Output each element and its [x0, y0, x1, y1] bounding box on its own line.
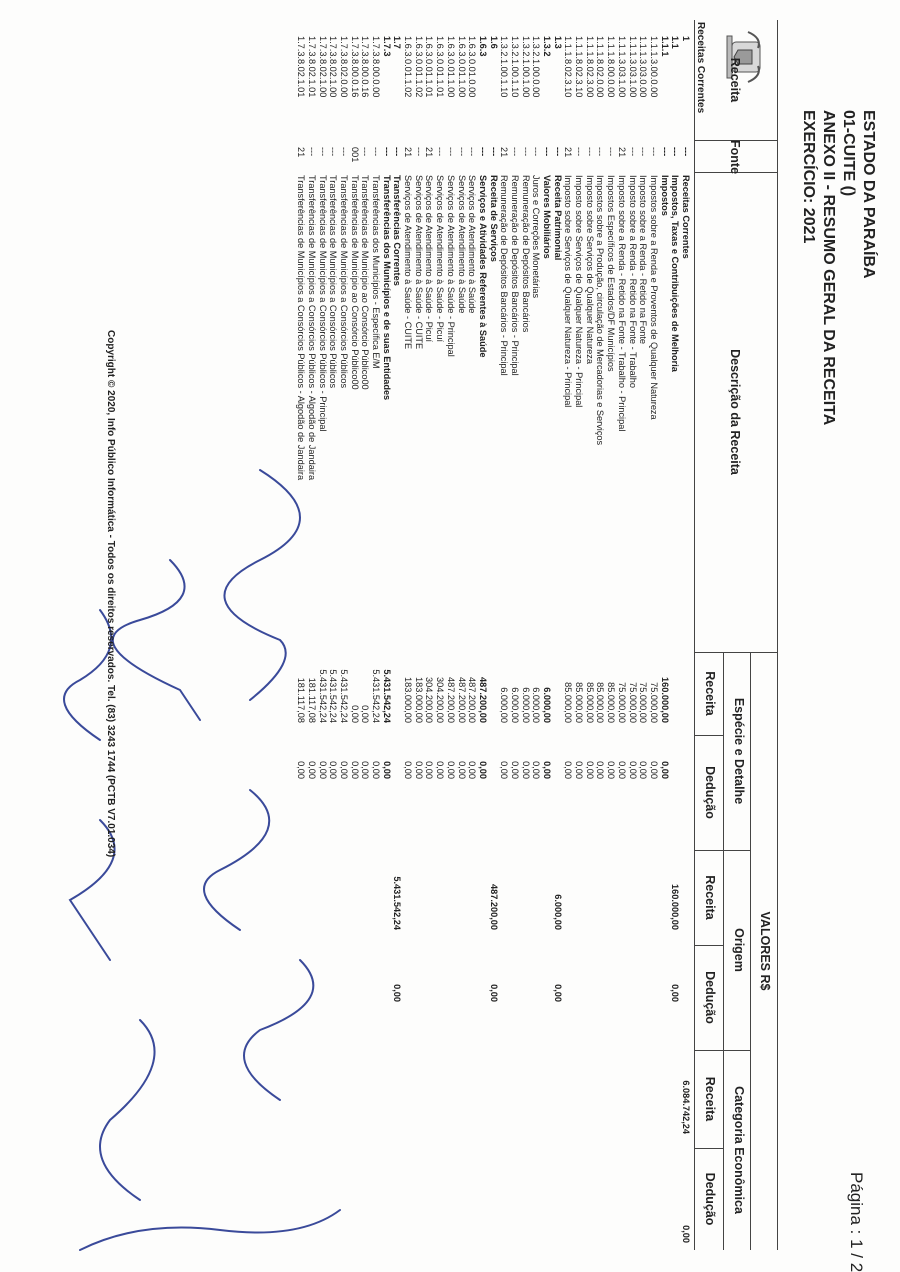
cell-fonte: ---	[606, 147, 617, 157]
cell-code: 1.1.1.3.03.1.00	[627, 36, 638, 98]
cell-fonte: ---	[445, 147, 456, 157]
group-categoria: Categoria Econômica	[732, 1086, 746, 1214]
value-especie-receita: 5.431.542,24	[339, 669, 349, 723]
value-especie-deducao: 0,00	[445, 761, 456, 779]
cell-code: 1.3	[552, 36, 563, 49]
cell-fonte: ---	[531, 147, 542, 157]
group-especie: Espécie e Detalhe	[732, 697, 746, 805]
cell-desc: Imposto sobre Serviços de Qualquer Natureza	[584, 175, 595, 364]
cell-fonte: ---	[648, 147, 659, 157]
cell-fonte: ---	[456, 147, 467, 157]
cell-desc: Transferências de Municípios a Consórcios Públicos - Principal	[317, 175, 328, 432]
cell-code: 1.6.3.0.01.1.02	[403, 36, 414, 98]
cell-fonte: 21	[403, 147, 414, 158]
state-title: ESTADO DA PARAÍBA	[860, 110, 877, 279]
value-especie-receita: 487.200,00	[445, 677, 456, 723]
value-especie-deducao: 0,00	[499, 761, 510, 779]
cell-desc: Impostos Específicos de Estados/DF Municípios	[606, 175, 617, 372]
value-especie-deducao: 0,00	[360, 761, 371, 779]
value-especie-deducao: 0,00	[638, 761, 649, 779]
cell-fonte: ---	[595, 147, 606, 157]
value-especie-deducao: 0,00	[477, 761, 488, 779]
cell-desc: Impostos	[659, 175, 670, 216]
cell-fonte: 21	[424, 147, 435, 158]
cell-code: 1.6.3.0.01.1.00	[445, 36, 456, 98]
value-especie-receita: 5.431.542,24	[371, 669, 382, 723]
cell-desc: Juros e Correções Monetárias	[531, 175, 542, 299]
cell-fonte: ---	[638, 147, 649, 157]
cell-code: 1.6.3.0.01.1.01	[424, 36, 435, 98]
cell-code: 1.7.3.8.02.0.00	[339, 36, 349, 98]
value-especie-receita: 85.000,00	[584, 682, 595, 723]
value-especie-receita: 6.000,00	[499, 687, 510, 723]
value-especie-receita: 0,00	[360, 705, 371, 723]
cell-code: 1.6.3.0.01.1.02	[413, 36, 424, 98]
value-especie-deducao: 0,00	[349, 761, 360, 779]
value-especie-deducao: 0,00	[381, 761, 392, 779]
cell-fonte: ---	[681, 147, 691, 157]
cell-fonte: ---	[360, 147, 371, 157]
value-especie-deducao: 0,00	[648, 761, 659, 779]
value-especie-deducao: 0,00	[542, 761, 553, 779]
value-especie-receita: 0,00	[349, 705, 360, 723]
sub-header: Dedução	[703, 1172, 717, 1226]
value-especie-deducao: 0,00	[606, 761, 617, 779]
value-origem-deducao: 0,00	[670, 984, 681, 1002]
sub-header: Receita	[703, 671, 717, 716]
value-especie-deducao: 0,00	[456, 761, 467, 779]
value-especie-deducao: 0,00	[531, 761, 542, 779]
value-especie-receita: 85.000,00	[574, 682, 585, 723]
value-especie-receita: 183.000,00	[413, 677, 424, 723]
cell-fonte: 21	[563, 147, 574, 158]
cell-fonte: ---	[413, 147, 424, 157]
value-especie-deducao: 0,00	[371, 761, 382, 779]
cell-desc: Transferências de Município ao Consórcio Público00	[349, 175, 360, 390]
cell-desc: Serviços de Atendimento à Saúde - Principal	[445, 175, 456, 357]
cell-code: 1	[681, 36, 691, 42]
cell-desc: Remuneração de Depósitos Bancários - Principal	[499, 175, 510, 376]
value-especie-receita: 75.000,00	[627, 682, 638, 723]
value-especie-receita: 75.000,00	[638, 682, 649, 723]
annex-title: ANEXO II - RESUMO GERAL DA RECEITA	[820, 110, 837, 426]
cell-code: 1.1.1.3.03.1.00	[616, 36, 627, 98]
cell-code: 1.6.3.0.01.0.00	[467, 36, 478, 98]
cell-desc: Transferências Correntes	[392, 175, 403, 286]
value-especie-deducao: 0,00	[306, 761, 317, 779]
cell-desc: Transferências dos Municípios - Específica E/M	[371, 175, 382, 369]
cell-code: 1.1.1	[659, 36, 670, 57]
value-especie-receita: 304.200,00	[424, 677, 435, 723]
cell-desc: Serviços de Atendimento à Saúde - CUITE	[403, 175, 414, 350]
cell-code: 1.1.1.8.02.0.00	[595, 36, 606, 98]
value-especie-receita: 487.200,00	[477, 677, 488, 723]
cell-fonte: 21	[296, 147, 307, 158]
group-origem: Origem	[732, 928, 746, 972]
cell-desc: Transferências de Municípios a Consórcios Públicos	[339, 175, 349, 389]
cell-code: 1.3.2.1.00.1.00	[520, 36, 531, 98]
cell-desc: Imposto sobre Serviços de Qualquer Natureza - Principal	[563, 175, 574, 408]
value-especie-deducao: 0,00	[595, 761, 606, 779]
cell-desc: Transferências de Municípios a Consórcios Públicos - Algodão de Jandaira	[306, 175, 317, 481]
value-especie-deducao: 0,00	[659, 761, 670, 779]
cell-code: 1.7.3.8.02.1.00	[317, 36, 328, 98]
copyright-footer: Copyright © 2020, Info Público Informática - Todos os direitos reservados. Tel. (83) 3243 1744 (PCTB V7.01.034)	[105, 330, 116, 858]
value-especie-receita: 487.200,00	[467, 677, 478, 723]
cell-code: 1.1	[670, 36, 681, 49]
cell-code: 1.1.1.3.00.0.00	[648, 36, 659, 98]
cell-fonte: ---	[659, 147, 670, 157]
cell-desc: Remuneração de Depósitos Bancários	[520, 175, 531, 333]
value-origem-deducao: 0,00	[392, 984, 403, 1002]
cell-code: 1.7.3.8.02.1.01	[296, 36, 307, 98]
value-especie-deducao: 0,00	[403, 761, 414, 779]
value-especie-receita: 181.117,08	[296, 677, 307, 723]
cell-code: 1.1.1.8.02.3.00	[584, 36, 595, 98]
cell-fonte: ---	[339, 147, 349, 157]
cell-code: 1.6.3	[477, 36, 488, 57]
value-especie-receita: 85.000,00	[563, 682, 574, 723]
value-especie-receita: 6.000,00	[520, 687, 531, 723]
value-origem-receita: 5.431.542,24	[392, 876, 403, 930]
cell-code: 1.7.3.8.02.1.00	[328, 36, 339, 98]
value-especie-receita: 6.000,00	[510, 687, 520, 723]
cell-desc: Receita de Serviços	[488, 175, 499, 262]
cell-fonte: ---	[477, 147, 488, 157]
cell-desc: Serviços de Atendimento à Saúde - CUITE	[413, 175, 424, 350]
cell-desc: Transferências de Município ao Consórcio Público00	[360, 175, 371, 390]
cell-fonte: 21	[499, 147, 510, 158]
cell-fonte: 21	[616, 147, 627, 158]
cell-fonte: ---	[317, 147, 328, 157]
value-especie-deducao: 0,00	[317, 761, 328, 779]
value-especie-deducao: 0,00	[435, 761, 446, 779]
cell-desc: Serviços de Atendimento à Saúde	[467, 175, 478, 314]
value-origem-receita: 487.200,00	[488, 884, 499, 930]
cell-code: 1.3.2	[542, 36, 553, 57]
cell-code: 1.6	[488, 36, 499, 49]
cell-code: 1.6.3.0.01.1.00	[456, 36, 467, 98]
cell-fonte: ---	[542, 147, 553, 157]
value-especie-receita: 85.000,00	[606, 682, 617, 723]
cell-desc: Imposto sobre a Renda - Retido na Fonte - Trabalho - Principal	[616, 175, 627, 432]
value-especie-deducao: 0,00	[339, 761, 349, 779]
col-header-descricao: Descrição da Receita	[728, 349, 742, 475]
value-especie-deducao: 0,00	[563, 761, 574, 779]
cell-fonte: 001	[349, 147, 360, 163]
value-especie-receita: 5.431.542,24	[381, 669, 392, 723]
value-especie-receita: 75.000,00	[616, 682, 627, 723]
cell-fonte: ---	[467, 147, 478, 157]
cell-fonte: ---	[381, 147, 392, 157]
value-categoria-deducao: 0,00	[681, 1225, 691, 1243]
section-label: Receitas Correntes	[695, 22, 706, 114]
value-especie-receita: 85.000,00	[595, 682, 606, 723]
cell-code: 1.1.1.8.02.3.10	[574, 36, 585, 98]
cell-fonte: ---	[328, 147, 339, 157]
cell-desc: Serviços de Atendimento à Saúde - Picuí	[435, 175, 446, 343]
col-header-fonte: Fonte	[728, 140, 742, 175]
value-especie-receita: 5.431.542,24	[328, 669, 339, 723]
value-especie-deducao: 0,00	[574, 761, 585, 779]
cell-desc: Transferências de Municípios a Consórcios Públicos	[328, 175, 339, 389]
cell-fonte: ---	[306, 147, 317, 157]
cell-code: 1.6.3.0.01.1.01	[435, 36, 446, 98]
value-especie-receita: 304.200,00	[435, 677, 446, 723]
cell-fonte: ---	[552, 147, 563, 157]
cell-desc: Transferências dos Municípios e de suas Entidades	[381, 175, 392, 401]
sub-header: Dedução	[703, 971, 717, 1024]
sub-header: Receita	[703, 875, 717, 920]
cell-fonte: ---	[574, 147, 585, 157]
cell-desc: Imposto sobre Serviços de Qualquer Natureza - Principal	[574, 175, 585, 408]
cell-code: 1.7.3.8.02.1.01	[306, 36, 317, 98]
exercise-title: EXERCÍCIO: 2021	[800, 110, 817, 244]
value-especie-deducao: 0,00	[584, 761, 595, 779]
value-especie-deducao: 0,00	[467, 761, 478, 779]
value-origem-receita: 160.000,00	[670, 884, 681, 930]
value-especie-receita: 75.000,00	[648, 682, 659, 723]
value-origem-deducao: 0,00	[552, 984, 563, 1002]
cell-code: 1.3.2.1.00.0.00	[531, 36, 542, 98]
value-categoria-receita: 6.084.742,24	[681, 1080, 691, 1134]
cell-desc: Receitas Correntes	[681, 175, 691, 259]
cell-desc: Imposto sobre a Renda - Retido na Fonte	[638, 175, 649, 345]
value-especie-deducao: 0,00	[424, 761, 435, 779]
sub-header: Receita	[703, 1076, 717, 1122]
page-number: Página : 1 / 2	[847, 1172, 866, 1272]
value-especie-receita: 160.000,00	[659, 677, 670, 723]
value-especie-receita: 487.200,00	[456, 677, 467, 723]
cell-code: 1.1.1.8.00.0.00	[606, 36, 617, 98]
value-especie-receita: 5.431.542,24	[317, 669, 328, 723]
cell-desc: Valores Mobiliários	[542, 175, 553, 259]
cell-code: 1.7	[392, 36, 403, 49]
value-especie-receita: 181.117,08	[306, 677, 317, 723]
value-especie-receita: 6.000,00	[542, 687, 553, 723]
cell-desc: Remuneração de Depósitos Bancários - Principal	[510, 175, 520, 376]
value-especie-deducao: 0,00	[328, 761, 339, 779]
cell-code: 1.7.3.8.00.0.16	[360, 36, 371, 98]
cell-desc: Receita Patrimonial	[552, 175, 563, 261]
cell-fonte: ---	[392, 147, 403, 157]
cell-fonte: ---	[670, 147, 681, 157]
cell-fonte: ---	[371, 147, 382, 157]
col-header-receita: Receita	[728, 57, 742, 103]
cell-fonte: ---	[627, 147, 638, 157]
cell-code: 1.3.2.1.00.1.10	[510, 36, 520, 98]
cell-desc: Serviços de Atendimento à Saúde	[456, 175, 467, 314]
cell-desc: Serviços e Atividades Referentes à Saúde	[477, 175, 488, 358]
sub-header: Dedução	[703, 766, 717, 819]
cell-fonte: ---	[435, 147, 446, 157]
value-especie-receita: 183.000,00	[403, 677, 414, 723]
value-origem-deducao: 0,00	[488, 984, 499, 1002]
cell-fonte: ---	[488, 147, 499, 157]
value-especie-deducao: 0,00	[616, 761, 627, 779]
cell-code: 1.7.3.8.00.0.00	[371, 36, 382, 98]
cell-desc: Imposto sobre a Renda - Retido na Fonte - Trabalho	[627, 175, 638, 388]
value-especie-deducao: 0,00	[520, 761, 531, 779]
value-especie-receita: 6.000,00	[531, 687, 542, 723]
cell-desc: Impostos, Taxas e Contribuições de Melhoria	[670, 175, 681, 372]
value-especie-deducao: 0,00	[510, 761, 520, 779]
cell-code: 1.1.1.8.02.3.10	[563, 36, 574, 98]
cell-code: 1.7.3	[381, 36, 392, 57]
cell-desc: Impostos sobre a Produção, circulação de Mercadorias e Serviços	[595, 175, 606, 446]
col-header-valores: VALORES R$	[758, 911, 772, 991]
cell-code: 1.3.2.1.00.1.10	[499, 36, 510, 98]
cell-fonte: ---	[510, 147, 520, 157]
cell-fonte: ---	[584, 147, 595, 157]
cell-desc: Impostos sobre a Renda e Proventos de Qualquer Natureza	[648, 175, 659, 420]
cell-desc: Transferências de Municípios a Consórcios Públicos - Algodão de Jandaira	[296, 175, 307, 481]
cell-desc: Serviços de Atendimento à Saúde - Picuí	[424, 175, 435, 343]
value-especie-deducao: 0,00	[627, 761, 638, 779]
cell-code: 1.7.3.8.00.0.16	[349, 36, 360, 98]
entity-title: 01-CUITE ()	[840, 110, 857, 197]
value-origem-receita: 6.000,00	[552, 894, 563, 930]
cell-fonte: ---	[520, 147, 531, 157]
value-especie-deducao: 0,00	[413, 761, 424, 779]
value-especie-deducao: 0,00	[296, 761, 307, 779]
cell-code: 1.1.1.3.03.0.00	[638, 36, 649, 98]
